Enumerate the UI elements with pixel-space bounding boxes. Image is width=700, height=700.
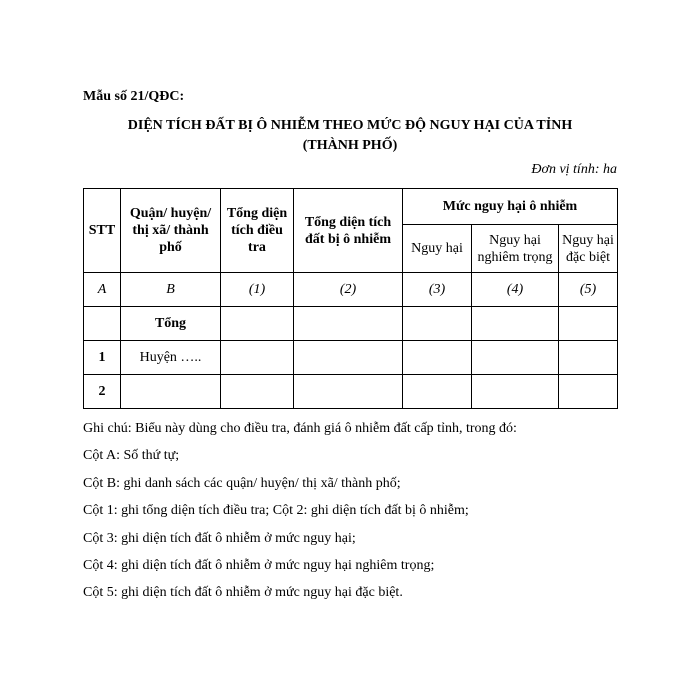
table-row — [84, 341, 618, 375]
note-line: Cột 5: ghi diện tích đất ô nhiễm ở mức nguy hại đặc biệt. — [83, 585, 403, 601]
note-line: Cột 3: ghi diện tích đất ô nhiễm ở mức nguy hại; — [83, 530, 356, 546]
row-name: Huyện ….. — [121, 341, 221, 375]
table-cell — [403, 307, 472, 341]
title-line-2: (THÀNH PHỐ) — [302, 138, 398, 153]
header-serious: Nguy hại nghiêm trọng — [472, 225, 559, 273]
form-code: Mẫu số 21/QĐC: — [83, 89, 185, 104]
unit-label: Đơn vị tính: ha — [531, 162, 617, 177]
table-cell — [559, 307, 618, 341]
row-stt: 1 — [84, 341, 121, 375]
column-code: (5) — [559, 273, 618, 307]
header-special: Nguy hại đặc biệt — [559, 225, 618, 273]
table-cell — [559, 341, 618, 375]
row-stt — [84, 307, 121, 341]
table-cell — [403, 375, 472, 409]
table-row-total — [84, 307, 618, 341]
column-code: (3) — [403, 273, 472, 307]
table-cell — [403, 341, 472, 375]
row-name — [121, 375, 221, 409]
note-line: Ghi chú: Biểu này dùng cho điều tra, đánh giá ô nhiễm đất cấp tỉnh, trong đó: — [83, 421, 517, 436]
header-harmful: Nguy hại — [403, 225, 472, 273]
row-name: Tổng — [121, 307, 221, 341]
note-line: Cột A: Số thứ tự; — [83, 448, 180, 464]
table-cell — [472, 341, 559, 375]
column-code: A — [84, 273, 121, 307]
report-table — [83, 188, 618, 409]
note-line: Cột 4: ghi diện tích đất ô nhiễm ở mức nguy hại nghiêm trọng; — [83, 557, 435, 573]
table-cell — [294, 375, 403, 409]
table-cell — [221, 375, 294, 409]
table-cell — [221, 307, 294, 341]
document-title — [83, 116, 617, 156]
table-cell — [472, 375, 559, 409]
header-stt: STT — [84, 189, 121, 273]
header-row-1 — [84, 189, 618, 225]
column-code: (1) — [221, 273, 294, 307]
header-severity-group: Mức nguy hại ô nhiễm — [403, 189, 618, 225]
table-cell — [221, 341, 294, 375]
header-total-polluted: Tổng diện tích đất bị ô nhiễm — [294, 189, 403, 273]
table-row — [84, 375, 618, 409]
column-code: (4) — [472, 273, 559, 307]
header-total-surveyed: Tổng diện tích điều tra — [221, 189, 294, 273]
column-code-row — [84, 273, 618, 307]
table-cell — [559, 375, 618, 409]
table-cell — [294, 307, 403, 341]
row-stt: 2 — [84, 375, 121, 409]
column-code: B — [121, 273, 221, 307]
notes-section — [83, 420, 643, 612]
table-cell — [294, 341, 403, 375]
table-cell — [472, 307, 559, 341]
note-line: Cột B: ghi danh sách các quận/ huyện/ thị xã/ thành phố; — [83, 475, 401, 491]
note-line: Cột 1: ghi tổng diện tích điều tra; Cột 2: ghi diện tích đất bị ô nhiễm; — [83, 503, 469, 519]
column-code: (2) — [294, 273, 403, 307]
title-line-1: DIỆN TÍCH ĐẤT BỊ Ô NHIỄM THEO MỨC ĐỘ NGUY HẠI CỦA TỈNH — [127, 118, 573, 133]
header-district: Quận/ huyện/ thị xã/ thành phố — [121, 189, 221, 273]
